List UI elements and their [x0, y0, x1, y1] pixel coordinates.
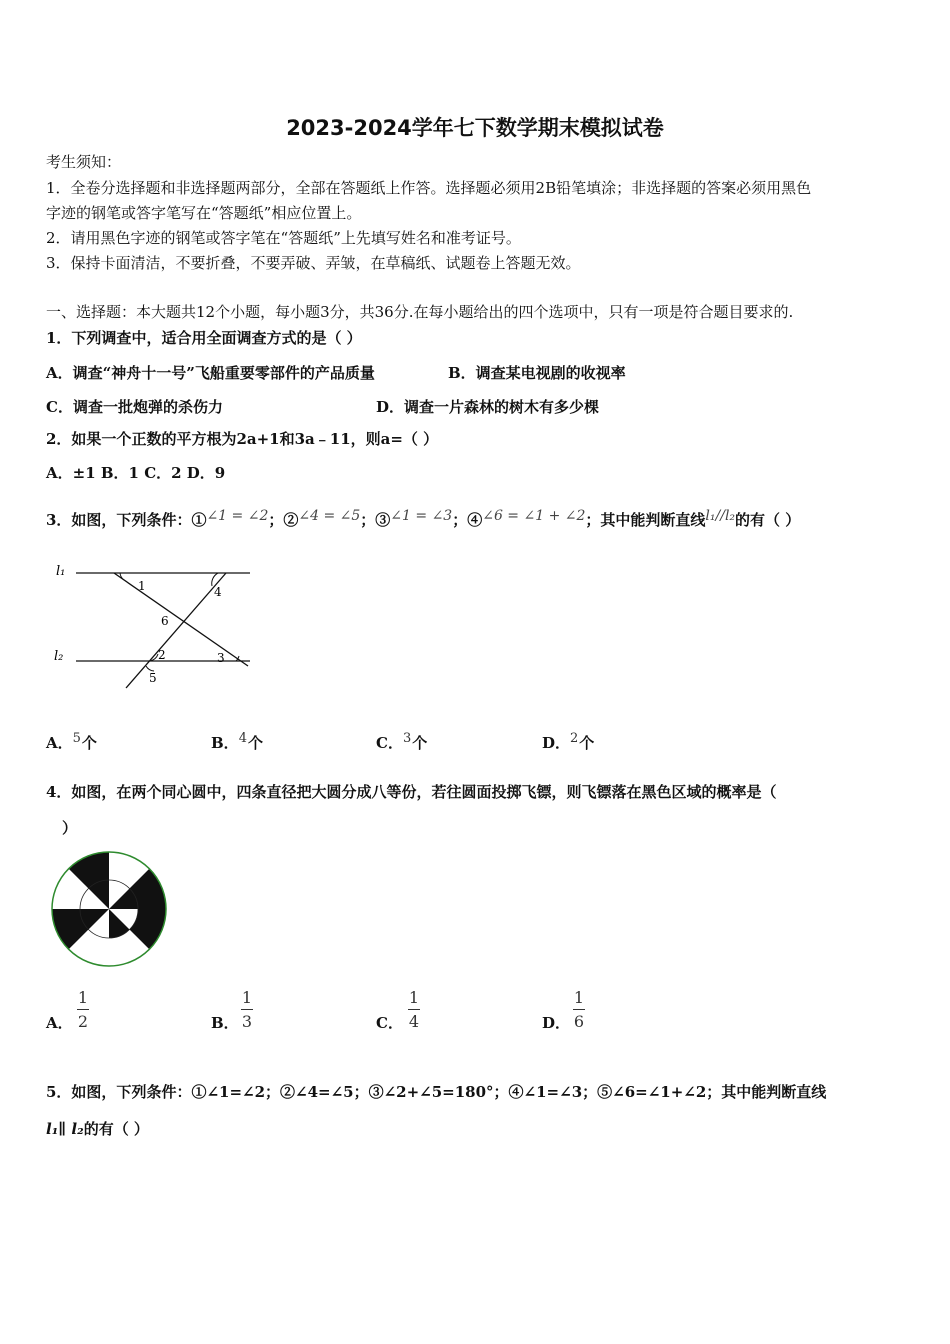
q3-option-b-label: B．: [211, 734, 239, 752]
q3-option-c-label: C．: [376, 734, 403, 752]
section-heading: 一、选择题：本大题共12个小题，每小题3分，共36分.在每小题给出的四个选项中，只有一项是符合题目要求的.: [46, 303, 794, 321]
q4-option-b-numerator: 1: [241, 988, 253, 1007]
q3-text-6: 的有（ ）: [735, 511, 801, 529]
page-title: 2023-2024学年七下数学期末模拟试卷: [286, 116, 664, 140]
q3-text-1: 3．如图，下列条件：①: [46, 511, 207, 529]
q3-option-d-value: 2: [570, 731, 579, 746]
q3-text-4: ；④: [452, 511, 483, 529]
notice-heading: 考生须知：: [46, 153, 122, 171]
label-angle-4: 4: [214, 585, 222, 599]
q4-option-d-denominator: 6: [573, 1012, 585, 1031]
fraction-bar: [573, 1009, 585, 1010]
q3-option-b: [211, 732, 263, 753]
q5-stem-tail: 的有（ ）: [83, 1120, 149, 1138]
q3-option-c-unit: 个: [412, 734, 428, 752]
q2-stem: 2．如果一个正数的平方根为2a+1和3a﹣11，则a=（ ）: [46, 430, 439, 448]
q3-option-a: [46, 732, 97, 753]
q3-option-c: [376, 732, 427, 753]
label-angle-1: 1: [138, 579, 146, 593]
fraction-bar: [241, 1009, 253, 1010]
label-angle-2: 2: [158, 648, 166, 662]
q1-option-b: B．调查某电视剧的收视率: [448, 364, 626, 382]
q3-option-b-value: 4: [238, 731, 247, 746]
q4-concentric-circles-figure: [50, 850, 168, 968]
q5-stem: 5．如图，下列条件：①∠1=∠2；②∠4=∠5；③∠2+∠5=180°；④∠1=∠3；⑤∠6=∠1+∠2；其中能判断直线: [46, 1083, 827, 1101]
q3-option-a-unit: 个: [81, 734, 97, 752]
q2-options: A．±1 B．1 C．2 D．9: [46, 464, 226, 482]
q3-text-2: ；②: [268, 511, 299, 529]
fraction-bar: [77, 1009, 89, 1010]
q3-condition-4: ∠6 = ∠1 + ∠2: [482, 508, 586, 524]
label-angle-5: 5: [149, 671, 157, 685]
q3-parallel-lines-figure: [46, 558, 261, 693]
q4-stem-cont: ）: [62, 819, 78, 837]
label-l1: l₁: [56, 564, 66, 579]
q3-parallel-notation: l₁//l₂: [705, 508, 736, 524]
q1-stem: 1．下列调查中，适合用全面调查方式的是（ ）: [46, 329, 362, 347]
q3-stem: [46, 510, 800, 531]
notice-item-1-cont: 字迹的钢笔或答字笔写在“答题纸”相应位置上。: [46, 204, 362, 222]
notice-item-2: 2．请用黑色字迹的钢笔或答字笔在“答题纸”上先填写姓名和准考证号。: [46, 229, 521, 247]
q4-option-c-denominator: 4: [408, 1012, 420, 1031]
q3-option-d-unit: 个: [579, 734, 595, 752]
q4-stem: 4．如图，在两个同心圆中，四条直径把大圆分成八等份，若往圆面投掷飞镖，则飞镖落在黑色区域的概率是（: [46, 783, 777, 801]
q3-text-5: ；其中能判断直线: [585, 511, 706, 529]
fraction-bar: [408, 1009, 420, 1010]
notice-item-3: 3．保持卡面清洁，不要折叠，不要弄破、弄皱，在草稿纸、试题卷上答题无效。: [46, 254, 581, 272]
label-l2: l₂: [54, 649, 64, 664]
q3-option-c-value: 3: [402, 731, 412, 746]
q3-condition-2: ∠4 = ∠5: [298, 508, 361, 524]
q1-option-c: C．调查一批炮弹的杀伤力: [46, 398, 223, 416]
label-angle-6: 6: [161, 614, 169, 628]
q5-parallel-notation: l₁∥ l₂: [46, 1120, 84, 1138]
q3-option-a-value: 5: [72, 731, 81, 746]
q3-option-d-label: D．: [542, 734, 571, 752]
q1-option-a: A．调查“神舟十一号”飞船重要零部件的产品质量: [46, 364, 375, 382]
q4-option-c-label: C．: [376, 1014, 403, 1032]
q4-option-a-denominator: 2: [77, 1012, 89, 1031]
label-angle-3: 3: [217, 651, 225, 665]
q5-stem-cont: [46, 1119, 149, 1139]
q3-text-3: ；③: [360, 511, 391, 529]
q1-option-d: D．调查一片森林的树木有多少棵: [376, 398, 600, 416]
q4-option-a-fraction: [77, 988, 89, 1031]
notice-item-1: 1．全卷分选择题和非选择题两部分，全部在答题纸上作答。选择题必须用2B铅笔填涂；非选择题的答案必须用黑色: [46, 179, 812, 197]
q3-option-d: [542, 732, 594, 753]
q4-option-c-numerator: 1: [408, 988, 420, 1007]
q4-option-c-fraction: [408, 988, 420, 1031]
q3-condition-1: ∠1 = ∠2: [206, 508, 269, 524]
q4-option-b-denominator: 3: [241, 1012, 253, 1031]
transversal-a: [114, 573, 248, 666]
q4-option-b-label: B．: [211, 1014, 239, 1032]
q3-option-b-unit: 个: [247, 734, 263, 752]
q4-option-d-fraction: [573, 988, 585, 1031]
q3-option-a-label: A．: [46, 734, 73, 752]
q4-option-d-numerator: 1: [573, 988, 585, 1007]
q4-option-d-label: D．: [542, 1014, 571, 1032]
q4-option-a-numerator: 1: [77, 988, 89, 1007]
q4-option-a-label: A．: [46, 1014, 73, 1032]
q4-option-b-fraction: [241, 988, 253, 1031]
q3-condition-3: ∠1 = ∠3: [390, 508, 453, 524]
